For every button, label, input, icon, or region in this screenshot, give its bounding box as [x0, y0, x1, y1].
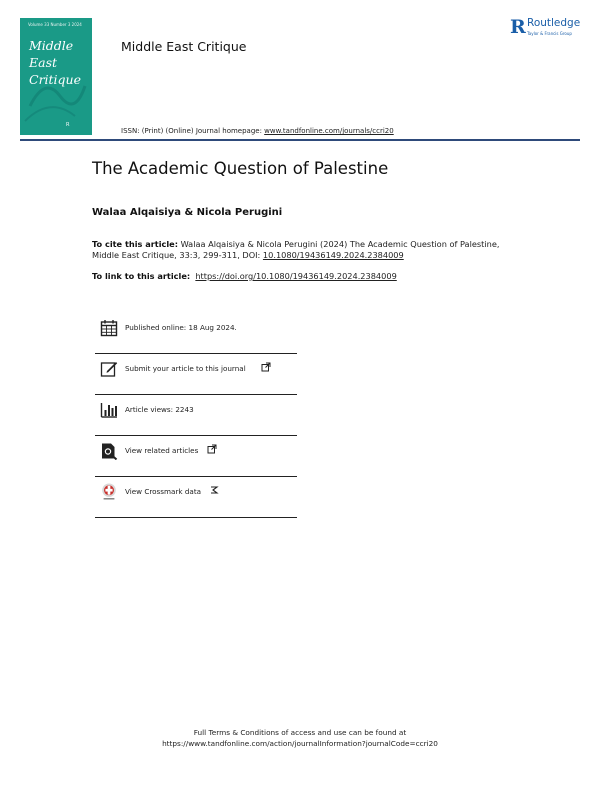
- journal-homepage-link[interactable]: www.tandfonline.com/journals/ccri20: [264, 127, 394, 135]
- cover-title-line2: Critique: [29, 72, 82, 87]
- crossmark-icon: [100, 483, 118, 501]
- footer-terms: [0, 727, 600, 749]
- cover-title-line1: Middle East: [29, 38, 74, 70]
- routledge-logo-icon: R: [510, 16, 526, 38]
- publisher-name: Routledge: [527, 17, 581, 29]
- link-block: [92, 271, 397, 281]
- related-articles-link[interactable]: View related articles: [125, 446, 199, 455]
- external-link-icon: [261, 362, 271, 372]
- publisher-logo[interactable]: [510, 16, 585, 40]
- issn-line: [121, 127, 394, 135]
- published-online-item: [95, 313, 297, 354]
- cover-issue-label: Volume 33 Number 3 2024: [28, 22, 82, 27]
- citation-label: To cite this article:: [92, 239, 178, 249]
- journal-cover-thumbnail[interactable]: [20, 18, 92, 135]
- submit-article-link[interactable]: Submit your article to this journal: [125, 364, 246, 373]
- crossmark-external-icon: [209, 485, 219, 495]
- article-views-item: [95, 395, 297, 436]
- edit-icon: [100, 360, 118, 378]
- article-info-list: [95, 313, 297, 518]
- article-authors: Walaa Alqaisiya & Nicola Perugini: [92, 207, 283, 218]
- calendar-icon: [100, 319, 118, 337]
- link-label: To link to this article:: [92, 271, 191, 281]
- publisher-tagline: Taylor & Francis Group: [527, 31, 572, 36]
- citation-text: Walaa Alqaisiya & Nicola Perugini (2024) The Academic Question of Palestine, Middle East Critique, 33:3, 299-311, DOI:: [92, 239, 500, 260]
- bar-chart-icon: [100, 401, 118, 419]
- doi-link[interactable]: 10.1080/19436149.2024.2384009: [262, 250, 404, 260]
- search-document-icon: [100, 442, 118, 460]
- crossmark-link[interactable]: View Crossmark data: [125, 487, 202, 496]
- crossmark-item[interactable]: [95, 477, 297, 518]
- citation-block: [92, 239, 522, 261]
- article-title: The Academic Question of Palestine: [92, 159, 389, 178]
- cover-publisher-mark: R: [66, 122, 70, 128]
- journal-name[interactable]: Middle East Critique: [121, 39, 247, 54]
- submit-article-item[interactable]: [95, 354, 297, 395]
- related-articles-item[interactable]: [95, 436, 297, 477]
- header-divider: [20, 139, 580, 141]
- footer-terms-link[interactable]: https://www.tandfonline.com/action/journalInformation?journalCode=ccri20: [162, 739, 438, 748]
- issn-prefix: ISSN: (Print) (Online) Journal homepage:: [121, 127, 265, 135]
- article-views-text: Article views: 2243: [125, 405, 194, 414]
- cover-ornament-icon: [20, 56, 92, 126]
- external-link-icon: [207, 444, 217, 454]
- published-online-text: Published online: 18 Aug 2024.: [125, 323, 237, 332]
- footer-terms-text: Full Terms & Conditions of access and use can be found at: [193, 728, 407, 737]
- article-url-link[interactable]: https://doi.org/10.1080/19436149.2024.2384009: [195, 271, 397, 281]
